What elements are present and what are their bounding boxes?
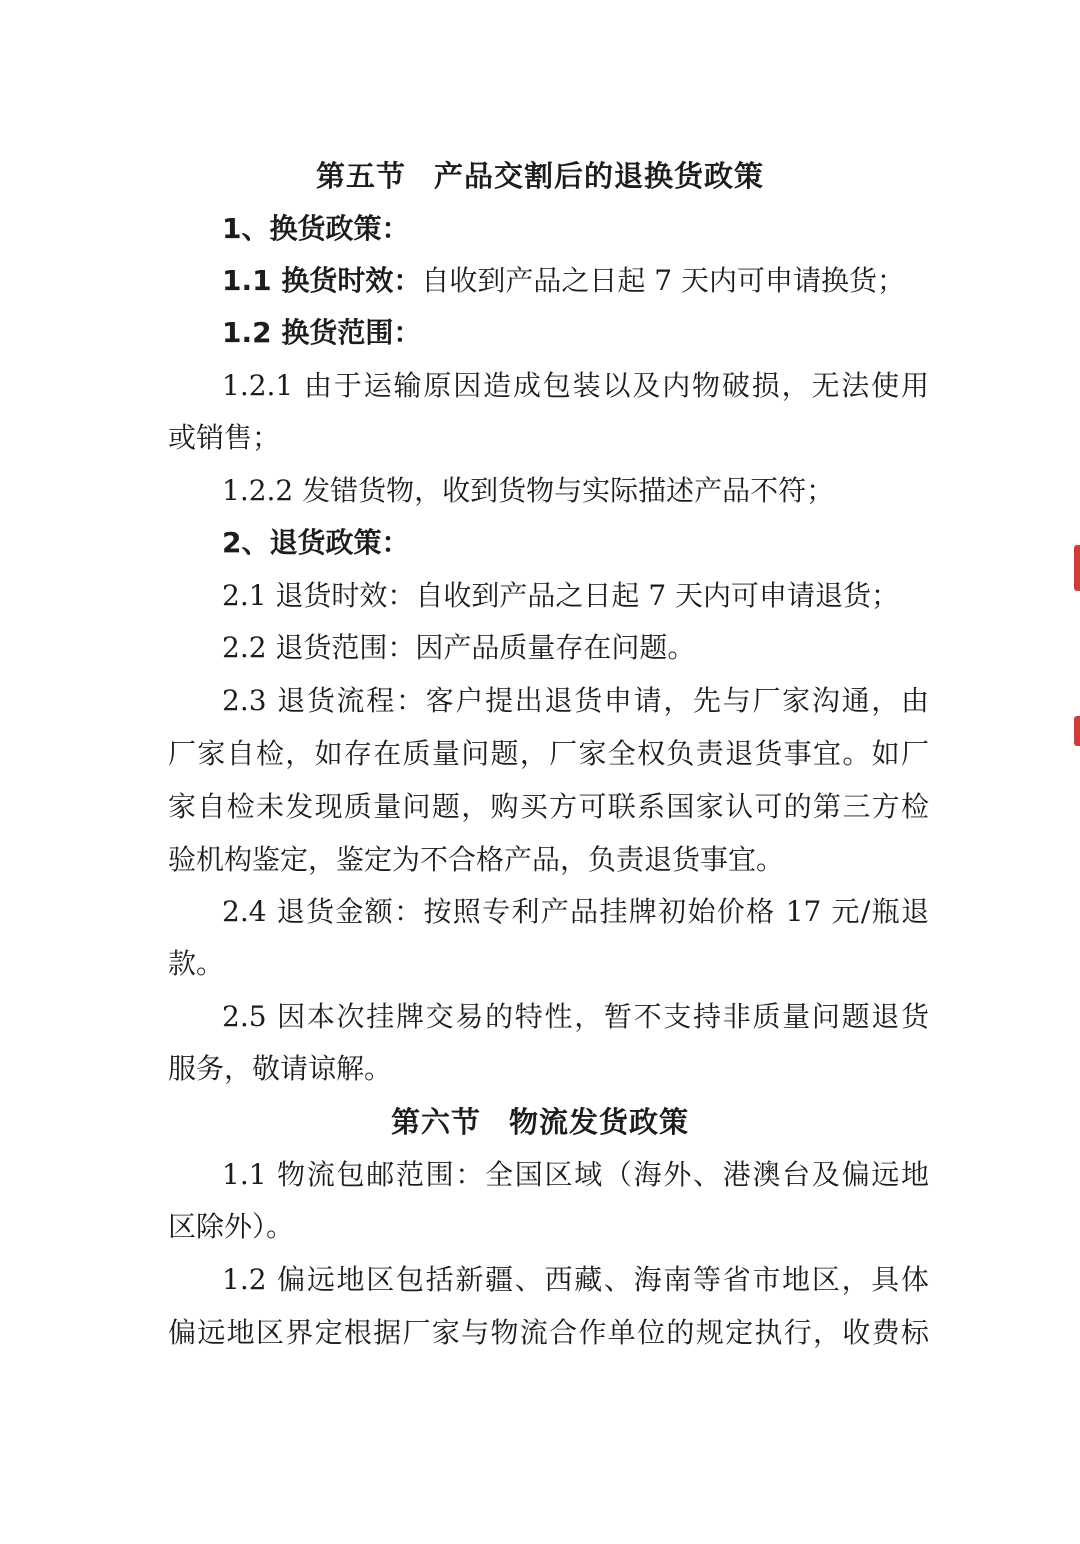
return-item-3-line3: 家自检未发现质量问题，购买方可联系国家认可的第三方检 bbox=[168, 790, 929, 823]
logistics-item-1-line1: 1.1 物流包邮范围：全国区域（海外、港澳台及偏远地 bbox=[222, 1158, 929, 1191]
seal-edge-mark-top bbox=[1074, 545, 1080, 591]
section6-heading-title: 物流发货政策 bbox=[509, 1105, 690, 1139]
return-item-4-line2: 款。 bbox=[168, 947, 225, 980]
return-item-5-line1: 2.5 因本次挂牌交易的特性，暂不支持非质量问题退货 bbox=[222, 1000, 929, 1033]
section5-heading-number: 第五节 bbox=[315, 159, 406, 193]
exchange-timeliness-label: 1.1 换货时效： bbox=[222, 264, 422, 297]
return-item-1: 2.1 退货时效：自收到产品之日起 7 天内可申请退货； bbox=[222, 579, 900, 612]
return-item-2: 2.2 退货范围：因产品质量存在问题。 bbox=[222, 631, 696, 664]
section6-heading bbox=[0, 1096, 1080, 1148]
return-policy-title: 2、退货政策： bbox=[222, 526, 410, 559]
return-item-3-line2: 厂家自检，如存在质量问题，厂家全权负责退货事宜。如厂 bbox=[168, 737, 929, 770]
exchange-scope-item-1-line1: 1.2.1 由于运输原因造成包装以及内物破损，无法使用 bbox=[222, 369, 929, 402]
exchange-scope-item-1-line2: 或销售； bbox=[168, 421, 281, 454]
logistics-item-2-line2: 偏远地区界定根据厂家与物流合作单位的规定执行，收费标 bbox=[168, 1316, 929, 1349]
exchange-timeliness-text: 自收到产品之日起 7 天内可申请换货； bbox=[421, 264, 905, 297]
section5-heading bbox=[0, 150, 1080, 202]
return-item-3-line4: 验机构鉴定，鉴定为不合格产品，负责退货事宜。 bbox=[168, 843, 785, 876]
seal-edge-mark-bottom bbox=[1074, 716, 1080, 746]
exchange-timeliness bbox=[222, 255, 1080, 307]
return-item-4-line1: 2.4 退货金额：按照专利产品挂牌初始价格 17 元/瓶退 bbox=[222, 895, 929, 928]
exchange-policy-title: 1、换货政策： bbox=[222, 212, 410, 245]
section6-heading-number: 第六节 bbox=[390, 1105, 481, 1139]
exchange-scope-item-2: 1.2.2 发错货物，收到货物与实际描述产品不符； bbox=[222, 474, 835, 507]
logistics-item-2-line1: 1.2 偏远地区包括新疆、西藏、海南等省市地区，具体 bbox=[222, 1263, 929, 1296]
return-item-3-line1: 2.3 退货流程：客户提出退货申请，先与厂家沟通，由 bbox=[222, 684, 929, 717]
section5-heading-title: 产品交割后的退换货政策 bbox=[434, 159, 765, 193]
return-item-5-line2: 服务，敬请谅解。 bbox=[168, 1052, 393, 1085]
exchange-scope-label: 1.2 换货范围： bbox=[222, 316, 422, 349]
logistics-item-1-line2: 区除外）。 bbox=[168, 1210, 295, 1243]
